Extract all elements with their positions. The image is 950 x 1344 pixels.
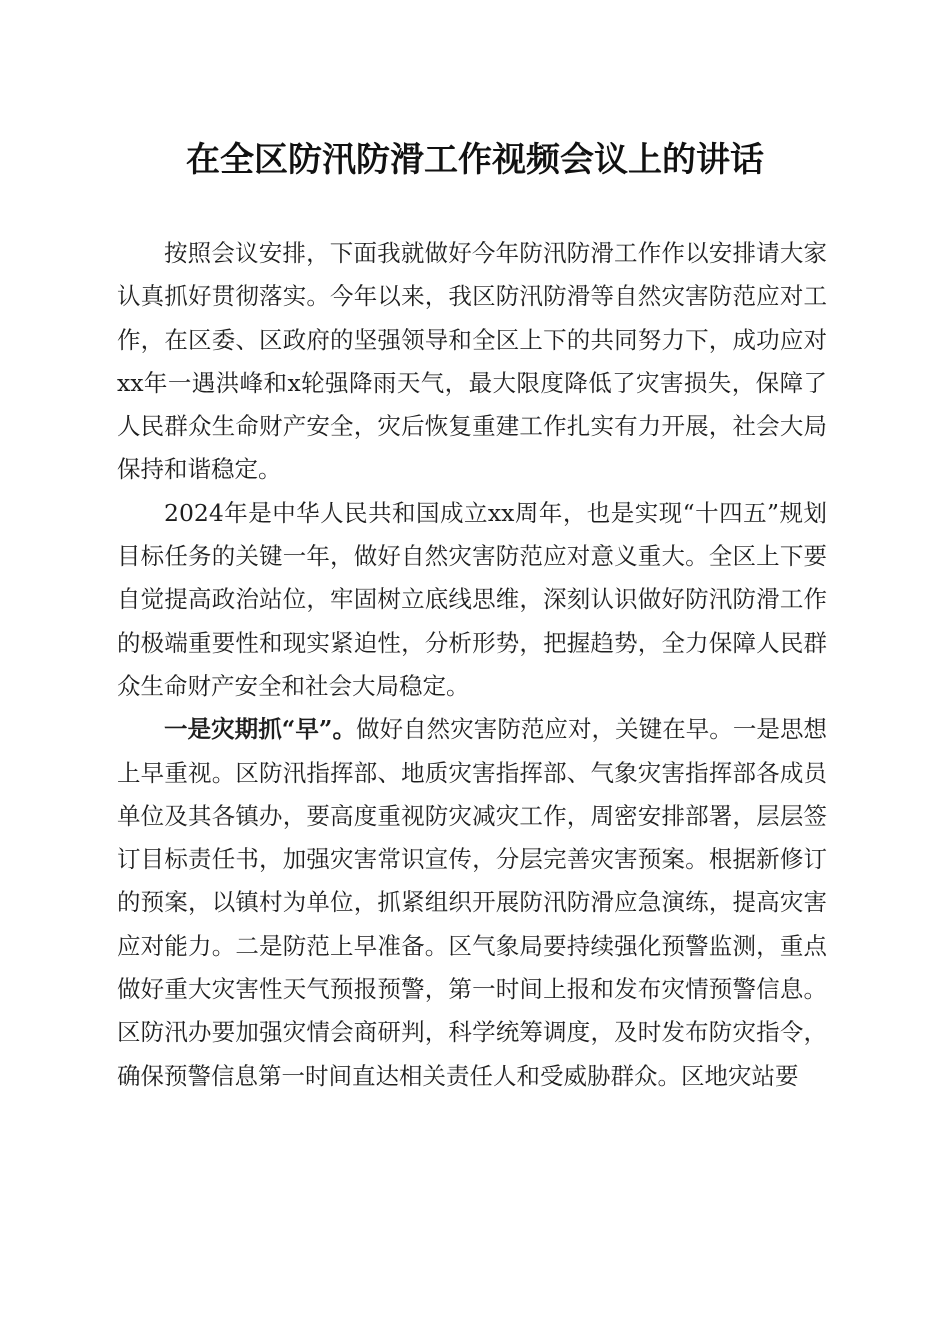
- document-body: [117, 232, 827, 1098]
- document-title: 在全区防汛防滑工作视频会议上的讲话: [186, 140, 764, 180]
- paragraph-3-lead: 一是灾期抓“早”。: [164, 715, 357, 744]
- paragraph-1: [117, 232, 827, 492]
- paragraph-2: [117, 492, 827, 708]
- paragraph-2-text: 2024年是中华人民共和国成立xx周年，也是实现“十四五”规划目标任务的关键一年，做好自然灾害防范应对意义重大。全区上下要自觉提高政治站位，牢固树立底线思维，深刻认识做好防汛防滑工作的极端重要性和现实紧迫性，分析形势，把握趋势，全力保障人民群众生命财产安全和社会大局稳定。: [117, 498, 827, 700]
- paragraph-3: [117, 708, 827, 1098]
- paragraph-3-text: 做好自然灾害防范应对，关键在早。一是思想上早重视。区防汛指挥部、地质灾害指挥部、气象灾害指挥部各成员单位及其各镇办，要高度重视防灾减灾工作，周密安排部署，层层签订目标责任书，加强灾害常识宣传，分层完善灾害预案。根据新修订的预案，以镇村为单位，抓紧组织开展防汛防滑应急演练，提高灾害应对能力。二是防范上早准备。区气象局要持续强化预警监测，重点做好重大灾害性天气预报预警，第一时间上报和发布灾情预警信息。区防汛办要加强灾情会商研判，科学统筹调度，及时发布防灾指令，确保预警信息第一时间直达相关责任人和受威胁群众。区地灾站要: [117, 715, 828, 1090]
- paragraph-1-text: 按照会议安排，下面我就做好今年防汛防滑工作作以安排请大家认真抓好贯彻落实。今年以来，我区防汛防滑等自然灾害防范应对工作，在区委、区政府的坚强领导和全区上下的共同努力下，成功应对xx年一遇洪峰和x轮强降雨天气，最大限度降低了灾害损失，保障了人民群众生命财产安全，灾后恢复重建工作扎实有力开展，社会大局保持和谐稳定。: [117, 239, 827, 484]
